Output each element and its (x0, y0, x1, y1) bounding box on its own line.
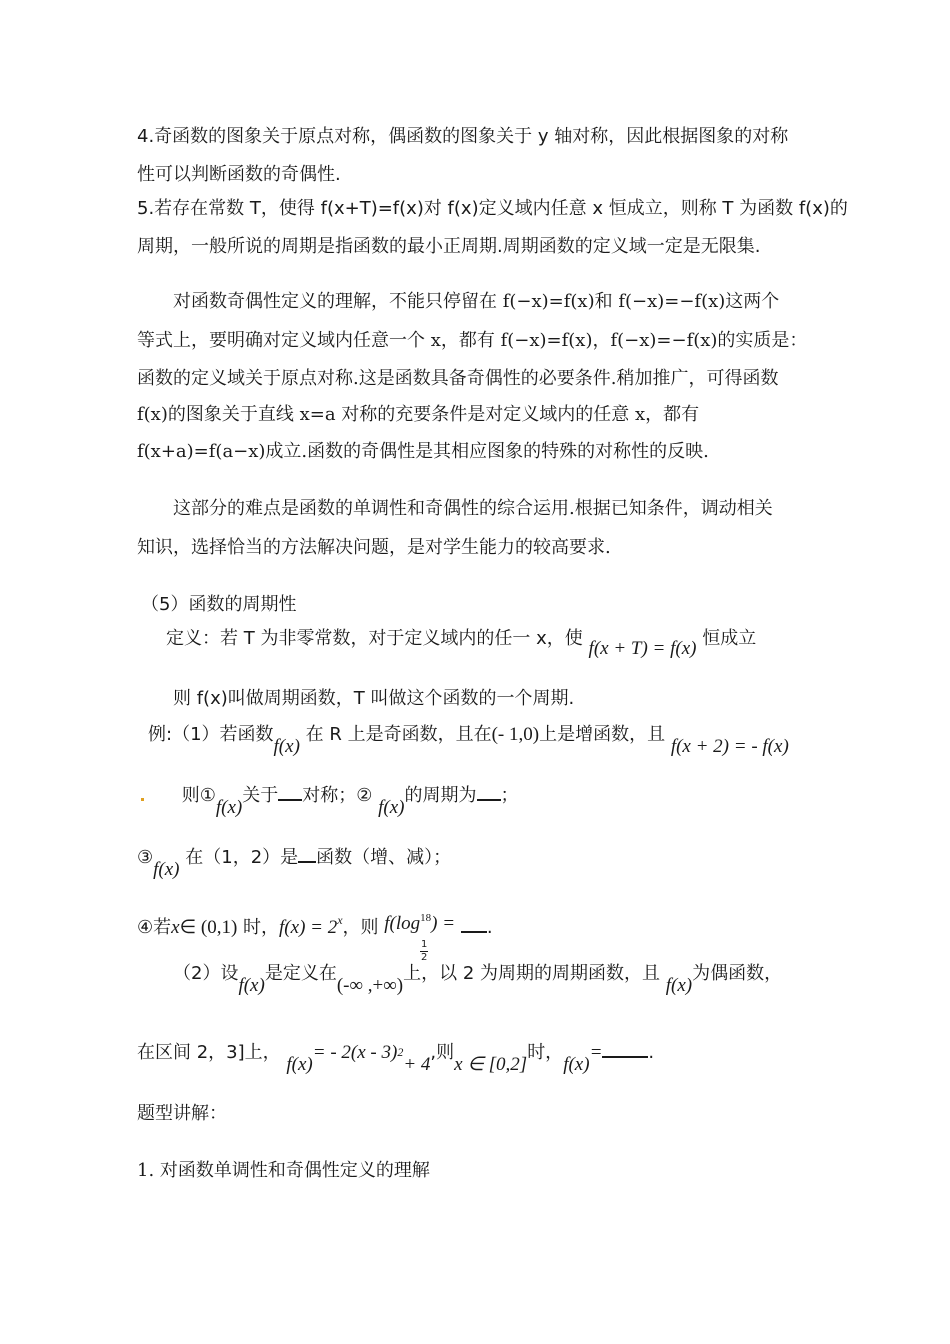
quadratic-expression: = - 2(x - 3) (312, 1042, 398, 1063)
marker-dot (141, 798, 144, 801)
section-heading: （5）函数的周期性 (141, 594, 297, 615)
definition-text: 定义：若 T 为非零常数，对于定义域内的任一 x，使 (166, 628, 583, 649)
para1-line-3: 函数的定义域关于原点对称.这是函数具备奇偶性的必要条件.稍加推广，可得函数 (137, 368, 779, 389)
question-types-heading: 题型讲解： (137, 1103, 227, 1124)
text-line-1: 4.奇函数的图象关于原点对称，偶函数的图象关于 y 轴对称，因此根据图象的对称 (137, 126, 789, 147)
answer-blank[interactable] (278, 783, 302, 801)
text-line-3: 5.若存在常数 T，使得 f(x+T)=f(x)对 f(x)定义域内任意 x 恒成立，则称 T 为函数 f(x)的 (137, 198, 848, 219)
topic-1-heading: 1. 对函数单调性和奇偶性定义的理解 (137, 1160, 430, 1181)
variable-x: x (171, 917, 180, 938)
answer-blank[interactable] (298, 845, 316, 863)
function-fx: f(x) (286, 1054, 313, 1075)
function-fx: f(x) (563, 1054, 590, 1075)
definition-line-2: 则 f(x)叫做周期函数，T 叫做这个函数的一个周期. (173, 688, 575, 709)
function-fx: f(x) (153, 859, 180, 880)
para2-line-2: 知识，选择恰当的方法解决问题，是对学生能力的较高要求. (137, 537, 611, 558)
text-line-2: 性可以判断函数的奇偶性. (137, 164, 341, 185)
example-2-line (173, 962, 783, 996)
log-expression: f(log (384, 913, 421, 934)
function-fx: f(x) (215, 797, 243, 818)
q3-label: ③ (137, 847, 154, 868)
q4-text: 时， (243, 917, 280, 938)
q3-text: 在（1，2）是 (185, 847, 299, 868)
domain-interval: x ∈ [0,2] (454, 1054, 528, 1075)
period-equation: f(x + T) = f(x) (588, 638, 697, 659)
q4-label: ④若 (137, 917, 172, 938)
answer-blank[interactable] (602, 1040, 648, 1058)
function-fx: f(x) (378, 797, 405, 818)
q3-text-2: 函数（增、减）； (316, 847, 452, 868)
log-argument: 18 (420, 912, 432, 924)
fraction-numerator: 1 (420, 939, 428, 950)
example-2-text-3: 为偶函数， (692, 963, 783, 984)
fraction-denominator: 2 (420, 952, 428, 963)
square-exponent: 2 (397, 1045, 404, 1059)
para1-line-5: f(x+a)=f(a−x)成立.函数的奇偶性是其相应图象的特殊的对称性的反映. (137, 441, 709, 462)
example-2-text-2: 上，以 2 为周期的周期函数，且 (403, 963, 661, 984)
q1-label: 则① (181, 785, 216, 806)
example-2-text: 是定义在 (264, 963, 337, 984)
para2-line-1: 这部分的难点是函数的单调性和奇偶性的综合运用.根据已知条件，调动相关 (173, 498, 773, 519)
example-1-text-2: 上是增函数，且 (539, 724, 666, 745)
function-fx: f(x) (273, 736, 300, 757)
exponent: x (337, 913, 343, 927)
example-1-line (148, 723, 789, 757)
constant-term: + 4 (403, 1054, 431, 1075)
interval: (-∞ ,+∞) (336, 975, 404, 996)
example-2-label: （2）设 (173, 963, 239, 984)
equals: = (589, 1042, 603, 1063)
q1-text: 关于 (242, 785, 279, 806)
question-1-line (141, 783, 519, 818)
question-3-line (137, 845, 452, 880)
q4-text-2: ，则 (342, 917, 379, 938)
q1-end: ； (500, 785, 519, 806)
para1-line-4: f(x)的图象关于直线 x=a 对称的充要条件是对定义域内的任意 x，都有 (137, 404, 700, 425)
answer-blank[interactable] (477, 783, 501, 801)
example-2-line-2 (137, 1040, 655, 1075)
para1-line-2: 等式上，要明确对定义域内任意一个 x，都有 f(−x)=f(x)，f(−x)=−f(x)的实质是： (137, 330, 808, 351)
q1-text-3: 的周期为 (404, 785, 477, 806)
q1-text-2: 对称；② (302, 785, 373, 806)
example-1-text: 在 R 上是奇函数，且在 (305, 724, 492, 745)
question-4-line (137, 912, 493, 963)
interval: (- 1,0) (491, 724, 540, 745)
interval: ∈ (0,1) (179, 917, 238, 938)
text-line-4: 周期，一般所说的周期是指函数的最小正周期.周期函数的定义域一定是无限集. (137, 236, 761, 257)
functional-equation: f(x + 2) = - f(x) (670, 736, 789, 757)
example-1-label: 例:（1）若函数 (148, 724, 274, 745)
exp-function: f(x) = 2 (279, 917, 338, 938)
log-base-fraction (420, 940, 428, 963)
para1-line-1: 对函数奇偶性定义的理解，不能只停留在 f(−x)=f(x)和 f(−x)=−f(x)这两个 (173, 291, 780, 312)
definition-line (166, 627, 757, 659)
example-2-end: . (648, 1042, 655, 1063)
answer-blank[interactable] (461, 915, 487, 933)
equals: ) = (431, 913, 456, 934)
example-2-interval-text: 在区间 2，3]上， (137, 1042, 281, 1063)
example-2-text-4: ,则 (430, 1042, 455, 1063)
example-2-text-5: 时， (527, 1042, 564, 1063)
q4-end: . (486, 917, 493, 938)
definition-tail: 恒成立 (702, 628, 757, 649)
function-fx: f(x) (665, 975, 693, 996)
function-fx: f(x) (238, 975, 265, 996)
